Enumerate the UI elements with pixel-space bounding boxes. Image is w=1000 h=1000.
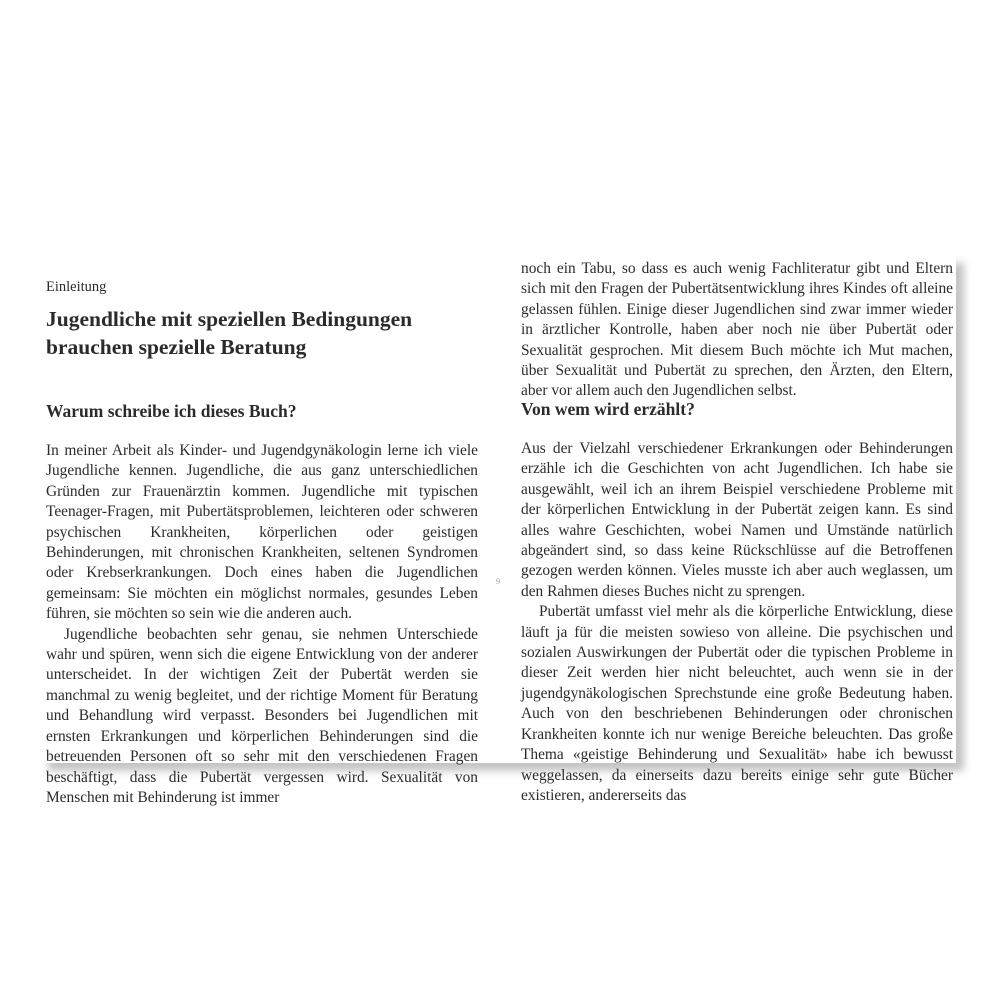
- left-body-text: [46, 441, 478, 808]
- right-body-text: [521, 439, 953, 806]
- chapter-title-line-1: Jugendliche mit speziellen Bedingungen: [46, 307, 413, 331]
- section-heading-why: Warum schreibe ich dieses Buch?: [46, 401, 297, 421]
- paragraph: noch ein Tabu, so dass es auch wenig Fachliteratur gibt und Eltern sich mit den Fragen der Pubertätsentwicklung ihres Kindes oft alleine gelassen fühlen. Einige dieser Jugendlichen sind zwar immer wieder in ärztlicher Kontrolle, haben aber noch nie über Pubertät oder Sexualität gesprochen. Mit diesem Buch möchte ich Mut machen, über Sexualität und Pubertät zu sprechen, den Ärzten, den Eltern, aber vor allem auch den Jugendlichen selbst.: [521, 260, 953, 400]
- paragraph: In meiner Arbeit als Kinder- und Jugendgynäkologin lerne ich viele Jugendliche kennen. Jugendliche, die aus ganz unterschiedlichen Gründen zur Frauenärztin kommen. Jugendliche mit typischen Teenager-Fragen, mit Pubertätsproblemen, leichteren oder schweren psychischen Krankheiten, körperlichen oder geistigen Behinderungen, mit chronischen Krankheiten, seltenen Syndromen oder Krebserkrankungen. Doch eines haben die Jugendlichen gemeinsam: Sie möchten ein möglichst normales, gesundes Leben führen, sie möchten so sein wie die anderen auch.: [46, 442, 478, 623]
- paragraph: Jugendliche beobachten sehr genau, sie nehmen Unterschiede wahr und spüren, wenn sich die eigene Entwicklung von der anderer unterscheidet. In der wichtigen Zeit der Pubertät werden sie manchmal zu wenig begleitet, und der richtige Moment für Beratung und Behandlung wird verpasst. Besonders bei Jugendlichen mit ernsten Erkrankungen und körperlichen Behinderungen sind die betreuenden Personen oft so sehr mit den verschiedenen Fragen beschäftigt, dass die Pubertät vergessen wird. Sexualität von Menschen mit Behinderung ist immer: [46, 625, 478, 806]
- book-spread: [40, 255, 956, 806]
- page-number: 9: [496, 577, 500, 586]
- chapter-title: [46, 305, 412, 361]
- right-opening-text: [521, 259, 953, 402]
- chapter-title-line-2: brauchen spezielle Beratung: [46, 335, 307, 359]
- section-heading-who: Von wem wird erzählt?: [521, 399, 695, 419]
- paragraph: Pubertät umfasst viel mehr als die körperliche Entwicklung, diese läuft ja für die meisten sowieso von alleine. Die psychischen und sozialen Auswirkungen der Pubertät oder die typischen Probleme in dieser Zeit werden hier nicht beleuchtet, auch wenn sie in der jugendgynäkologischen Sprechstunde eine große Bedeutung haben. Auch von den beschriebenen Behinderungen oder chronischen Krankheiten konnte ich nur wenige Bereiche beleuchten. Das große Thema «geistige Behinderung und Sexualität» habe ich bewusst weggelassen, da einerseits dazu bereits einige sehr gute Bücher existieren, andererseits das: [521, 603, 953, 804]
- paragraph: Aus der Vielzahl verschiedener Erkrankungen oder Behinderungen erzähle ich die Geschichten von acht Jugendlichen. Ich habe sie ausgewählt, weil ich an ihrem Beispiel verschiedene Probleme mit der körperlichen Entwicklung in der Pubertät zeigen kann. Es sind alles wahre Geschichten, wobei Namen und Umstände natürlich abgeändert sind, so dass keine Rückschlüsse auf die Betroffenen gezogen werden können. Vieles musste ich aber auch weglassen, um den Rahmen dieses Buches nicht zu sprengen.: [521, 440, 953, 600]
- running-head: Einleitung: [46, 279, 107, 295]
